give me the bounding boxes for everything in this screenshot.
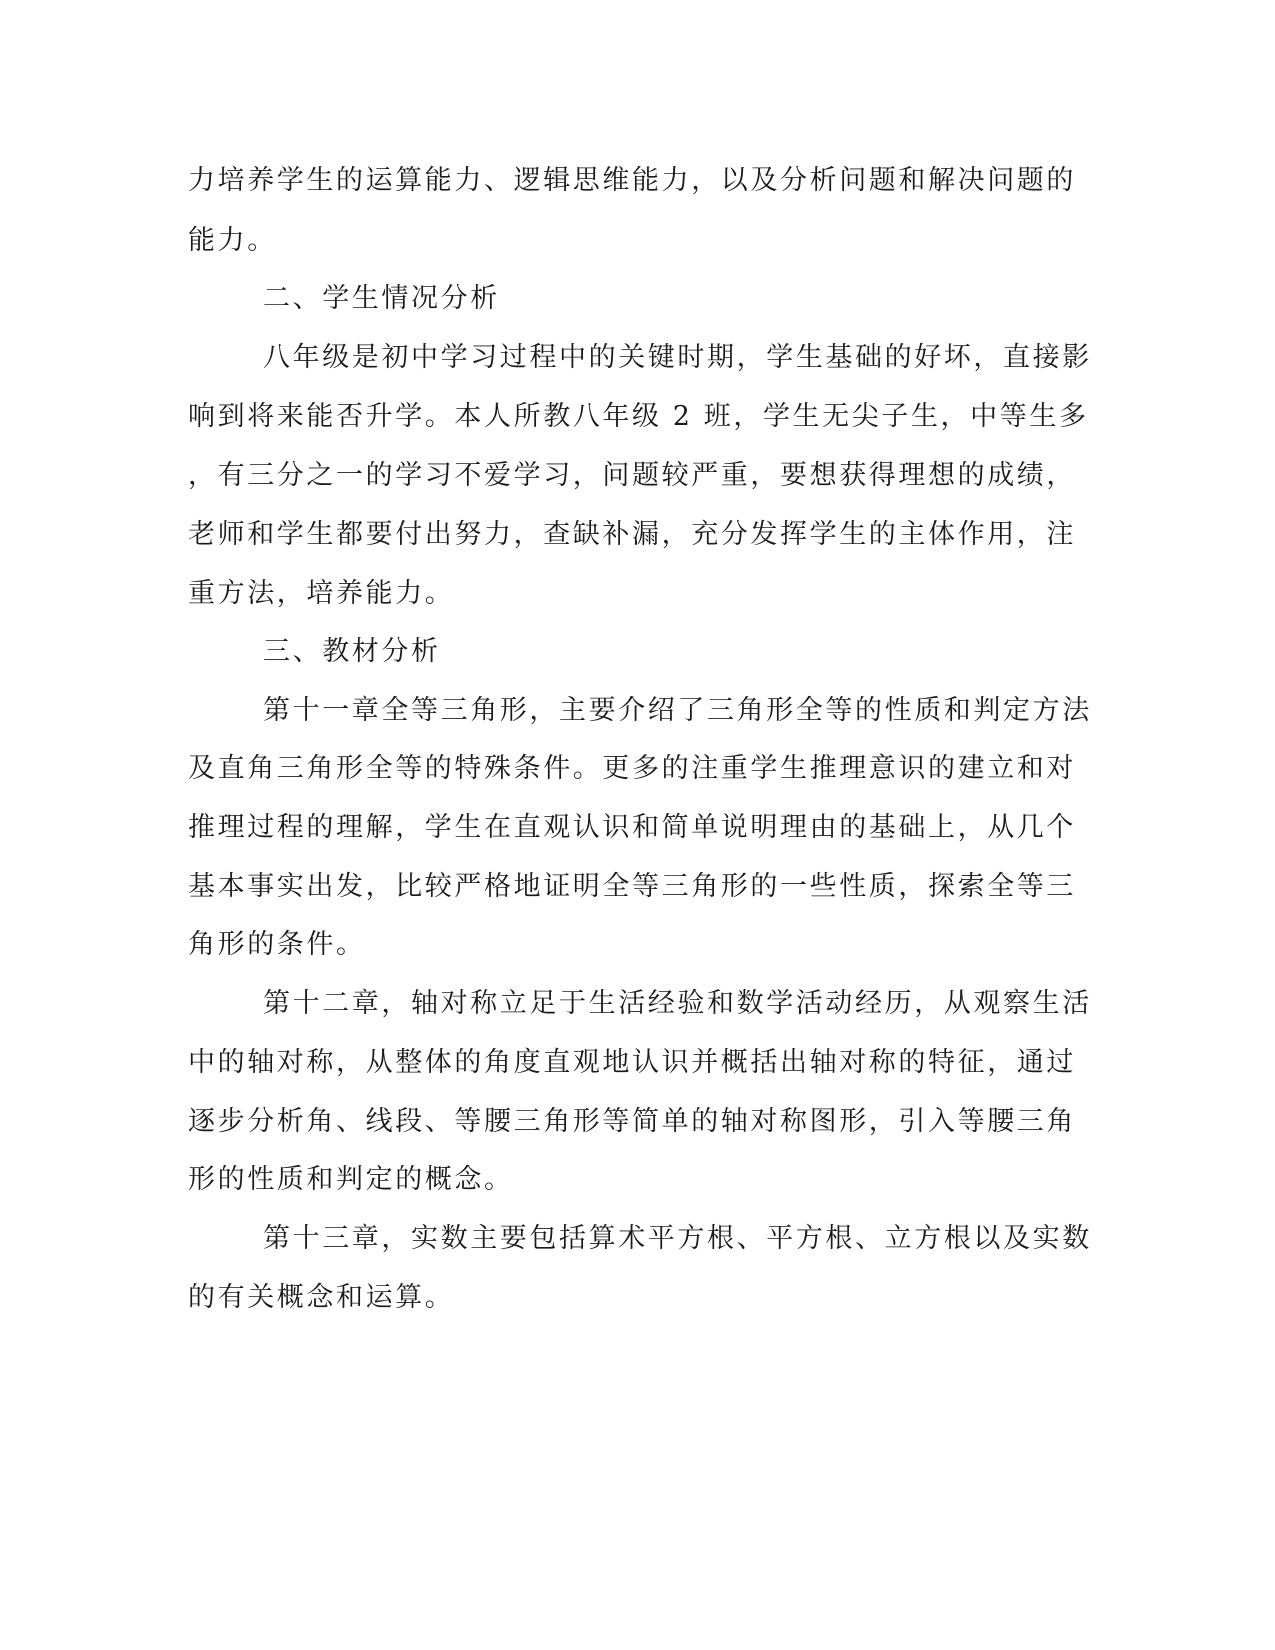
- text-line: 推理过程的理解，学生在直观认识和简单说明理由的基础上，从几个: [188, 812, 1076, 843]
- text-line: 及直角三角形全等的特殊条件。更多的注重学生推理意识的建立和对: [188, 753, 1076, 784]
- text-line: 中的轴对称，从整体的角度直观地认识并概括出轴对称的特征，通过: [188, 1047, 1076, 1078]
- text-line: 第十二章，轴对称立足于生活经验和数学活动经历，从观察生活: [263, 988, 1092, 1019]
- text-line: ，有三分之一的学习不爱学习，问题较严重，要想获得理想的成绩，: [188, 460, 1076, 491]
- section-heading: 三、教材分析: [263, 636, 441, 667]
- section-heading: 二、学生情况分析: [263, 283, 500, 314]
- text-line: 响到将来能否升学。本人所教八年级 2 班，学生无尖子生，中等生多: [188, 401, 1089, 432]
- text-line: 能力。: [188, 225, 277, 256]
- text-line: 基本事实出发，比较严格地证明全等三角形的一些性质，探索全等三: [188, 871, 1076, 902]
- text-line: 重方法，培养能力。: [188, 578, 455, 609]
- text-line: 第十一章全等三角形，主要介绍了三角形全等的性质和判定方法: [263, 695, 1092, 726]
- text-line: 角形的条件。: [188, 929, 366, 960]
- text-line: 第十三章，实数主要包括算术平方根、平方根、立方根以及实数: [263, 1223, 1092, 1254]
- text-line: 老师和学生都要付出努力，查缺补漏，充分发挥学生的主体作用，注: [188, 519, 1076, 550]
- text-line: 八年级是初中学习过程中的关键时期，学生基础的好坏，直接影: [263, 342, 1092, 373]
- text-line: 逐步分析角、线段、等腰三角形等简单的轴对称图形，引入等腰三角: [188, 1106, 1076, 1137]
- text-line: 的有关概念和运算。: [188, 1282, 455, 1313]
- text-line: 力培养学生的运算能力、逻辑思维能力，以及分析问题和解决问题的: [188, 165, 1076, 196]
- text-line: 形的性质和判定的概念。: [188, 1164, 514, 1195]
